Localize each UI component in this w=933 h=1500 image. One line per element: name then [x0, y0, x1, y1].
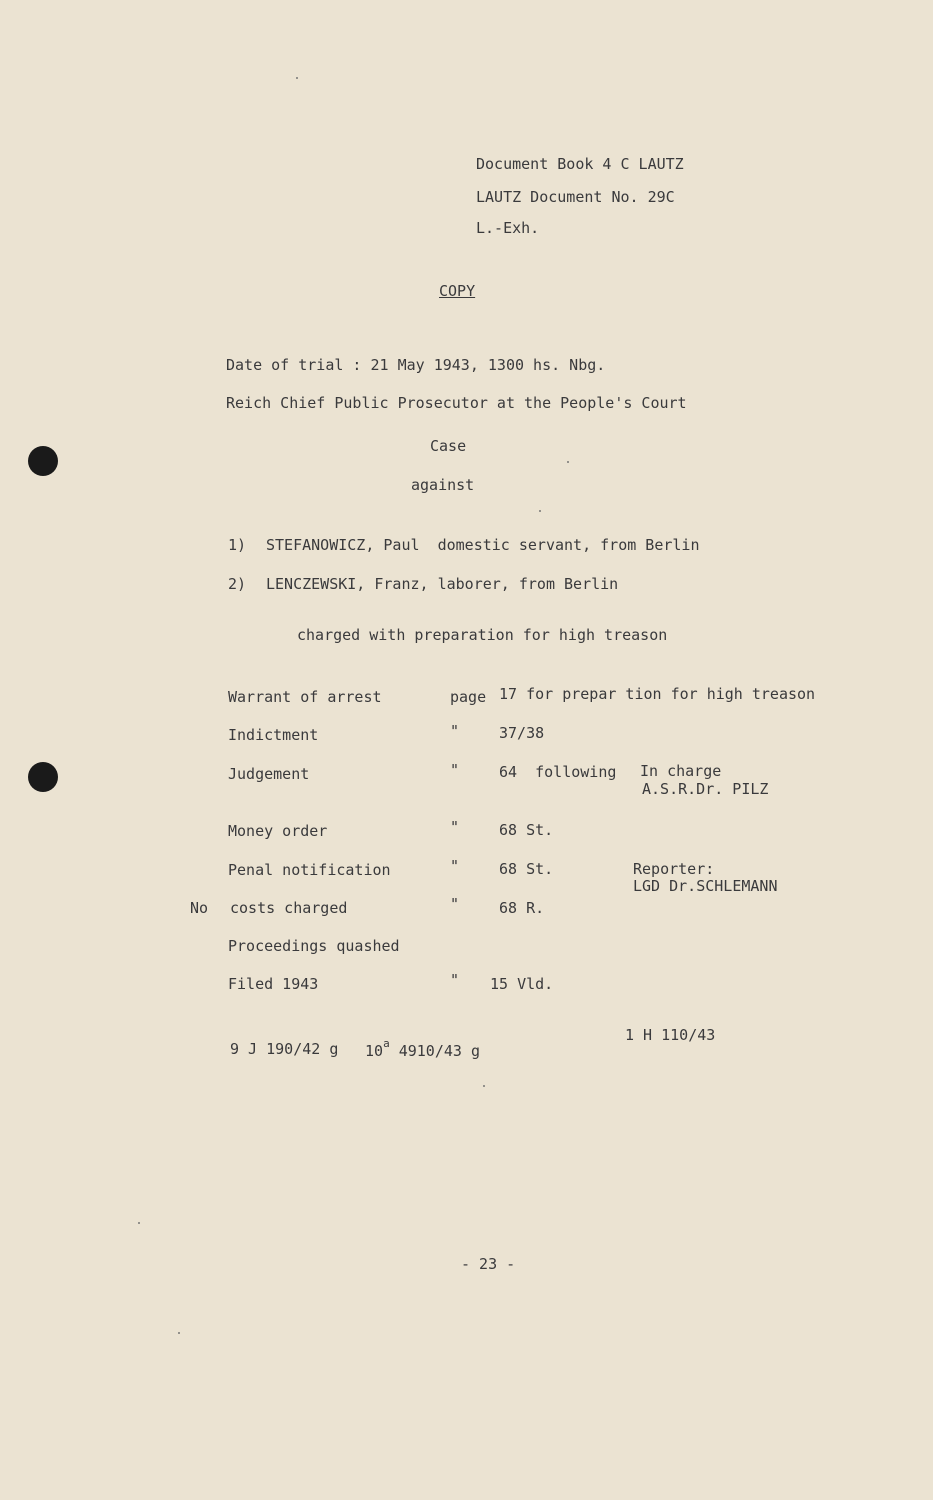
paper-speck	[138, 1222, 140, 1224]
record-value: 68 St.	[499, 860, 554, 878]
paper-speck	[567, 461, 569, 463]
record-ditto: "	[450, 761, 460, 779]
file-reference-mid	[365, 1037, 480, 1062]
defendant-number: 2)	[228, 575, 247, 593]
record-value: 17 for prepar tion for high treason	[499, 685, 816, 703]
record-label: costs charged	[230, 899, 348, 917]
case-label: Case	[430, 437, 467, 455]
record-ditto: "	[450, 818, 460, 836]
paper-speck	[539, 510, 541, 512]
page-number: - 23 -	[461, 1255, 516, 1273]
record-ditto: "	[450, 857, 460, 875]
copy-label: COPY	[439, 282, 476, 300]
punch-hole-bottom	[28, 762, 58, 792]
document-number-line: LAUTZ Document No. 29C	[476, 188, 675, 206]
prosecutor-line: Reich Chief Public Prosecutor at the People's Court	[226, 394, 687, 412]
defendant-entry: STEFANOWICZ, Paul domestic servant, from Berlin	[266, 536, 700, 554]
file-reference-right: 1 H 110/43	[625, 1026, 716, 1044]
file-reference-left: 9 J 190/42 g	[230, 1040, 339, 1058]
paper-speck	[178, 1332, 180, 1334]
trial-date: Date of trial : 21 May 1943, 1300 hs. Nbg.	[226, 356, 606, 374]
record-label: Filed 1943	[228, 975, 319, 993]
record-value: 64 following	[499, 763, 617, 781]
punch-hole-top	[28, 446, 58, 476]
file-reference-mid-sup: a	[383, 1037, 390, 1050]
record-ditto: "	[450, 895, 460, 913]
record-label: Proceedings quashed	[228, 937, 400, 955]
record-value: 68 St.	[499, 821, 554, 839]
record-label: Warrant of arrest	[228, 688, 382, 706]
file-reference-mid-rest: 4910/43 g	[389, 1042, 480, 1060]
record-ditto: "	[450, 722, 460, 740]
paper-speck	[483, 1085, 485, 1087]
record-label: Money order	[228, 822, 328, 840]
file-reference-mid-base: 10	[365, 1042, 384, 1060]
record-label: Judgement	[228, 765, 310, 783]
record-value: 37/38	[499, 724, 545, 742]
defendant-number: 1)	[228, 536, 247, 554]
reporter-name: LGD Dr.SCHLEMANN	[633, 877, 778, 895]
charge-line: charged with preparation for high treason	[297, 626, 668, 644]
reporter-label: Reporter:	[633, 860, 715, 878]
record-value: 68 R.	[499, 899, 545, 917]
exhibit-line: L.-Exh.	[476, 219, 540, 237]
costs-prefix: No	[190, 899, 209, 917]
record-ditto: "	[450, 971, 460, 989]
record-ditto: page	[450, 688, 487, 706]
in-charge-name: A.S.R.Dr. PILZ	[642, 780, 769, 798]
against-label: against	[411, 476, 475, 494]
record-label: Indictment	[228, 726, 319, 744]
record-label: Penal notification	[228, 861, 391, 879]
document-book-line: Document Book 4 C LAUTZ	[476, 155, 684, 173]
in-charge-label: In charge	[640, 762, 722, 780]
record-value: 15 Vld.	[490, 975, 554, 993]
defendant-entry: LENCZEWSKI, Franz, laborer, from Berlin	[266, 575, 619, 593]
paper-speck	[296, 77, 298, 79]
